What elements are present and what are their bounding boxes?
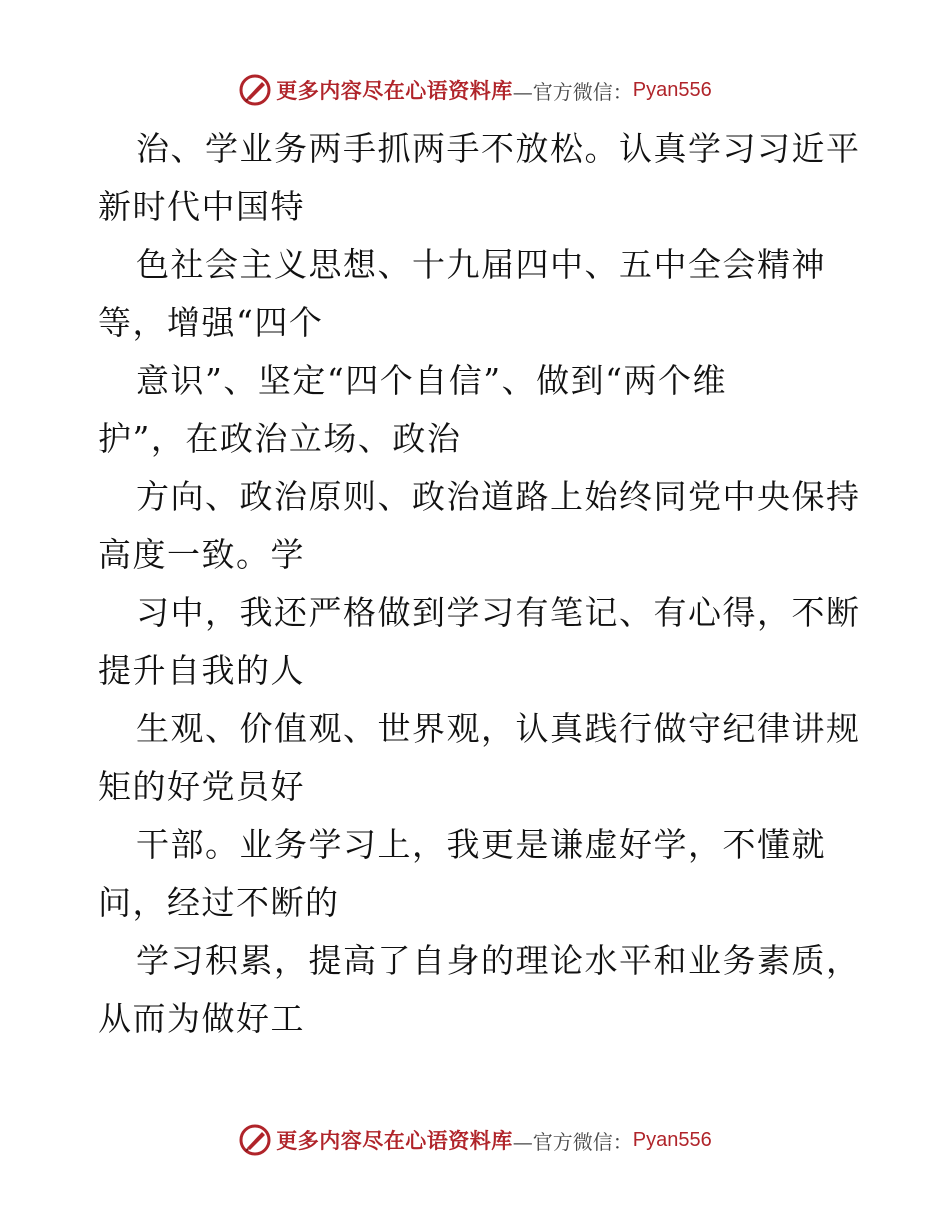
watermark-main-text: 更多内容尽在心语资料库 xyxy=(276,1128,513,1153)
text-line: 方向、政治原则、政治道路上始终同党中央保持 xyxy=(136,477,861,516)
text-line: 学习积累，提高了自身的理论水平和业务素质， xyxy=(136,941,861,980)
text-line: 习中，我还严格做到学习有笔记、有心得，不断 xyxy=(136,593,861,632)
text-line: 从而为做好工 xyxy=(98,999,305,1038)
watermark-account: Pyan556 xyxy=(632,78,712,101)
text-line: 干部。业务学习上，我更是谦虚好学，不懂就 xyxy=(136,825,826,864)
text-line: 生观、价值观、世界观，认真践行做守纪律讲规 xyxy=(136,709,861,748)
quill-pen-logo-icon xyxy=(238,73,272,107)
watermark-main-text: 更多内容尽在心语资料库 xyxy=(276,78,513,103)
quill-pen-logo-icon xyxy=(238,1123,272,1157)
text-line: 等，增强“四个 xyxy=(98,303,324,342)
text-line: 问，经过不断的 xyxy=(98,883,340,922)
text-line: 治、学业务两手抓两手不放松。认真学习习近平 xyxy=(136,129,861,168)
text-line: 矩的好党员好 xyxy=(98,767,305,806)
footer-watermark xyxy=(0,1120,950,1160)
text-line: 高度一致。学 xyxy=(98,535,305,574)
watermark-separator: —官方微信： xyxy=(512,79,633,104)
text-line: 意识”、坚定“四个自信”、做到“两个维 xyxy=(136,361,727,400)
text-line: 色社会主义思想、十九届四中、五中全会精神 xyxy=(136,245,826,284)
document-body xyxy=(98,120,861,1048)
text-line: 护”，在政治立场、政治 xyxy=(98,419,462,458)
watermark-separator: —官方微信： xyxy=(512,1129,633,1154)
text-line: 提升自我的人 xyxy=(98,651,305,690)
header-watermark xyxy=(0,70,950,110)
text-line: 新时代中国特 xyxy=(98,187,305,226)
watermark-account: Pyan556 xyxy=(632,1128,712,1151)
